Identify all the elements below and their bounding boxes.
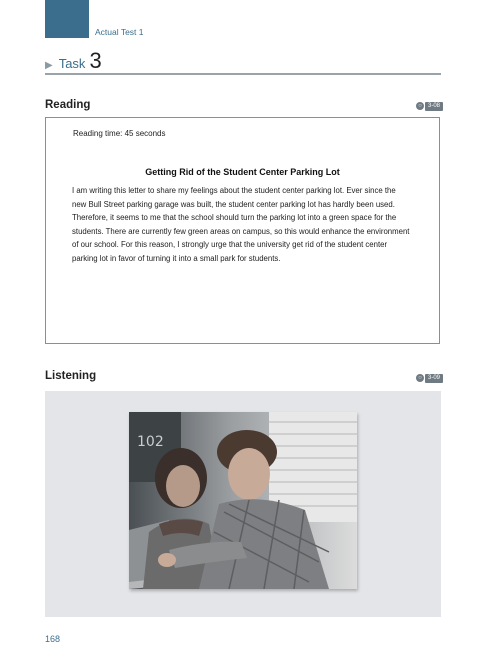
- audio-disc-icon: ○: [416, 102, 424, 110]
- reading-section-title: Reading: [45, 99, 91, 111]
- students-photo-illustration: [129, 412, 357, 589]
- reading-audio-badge[interactable]: [416, 101, 443, 111]
- chalk-writing: 102: [137, 434, 164, 450]
- students-photo: [129, 412, 357, 589]
- reading-audio-track: 3-08: [425, 102, 443, 111]
- page-number: 168: [45, 634, 61, 644]
- audio-disc-icon: ○: [416, 374, 424, 382]
- reading-time: Reading time: 45 seconds: [73, 129, 166, 138]
- task-heading: [45, 50, 102, 72]
- task-divider: [45, 73, 441, 75]
- header-color-block: [45, 0, 89, 38]
- listening-audio-badge[interactable]: [416, 373, 443, 383]
- play-arrow-icon: ▶: [45, 60, 53, 71]
- listening-panel: [45, 391, 441, 617]
- test-label: Actual Test 1: [95, 27, 144, 37]
- listening-section-title: Listening: [45, 370, 97, 382]
- task-word: Task: [58, 56, 86, 71]
- listening-audio-track: 3-09: [425, 374, 443, 383]
- passage-body: I am writing this letter to share my feelings about the student center parking lot. Ever since the new Bull Street parking garage was built, the student center parking lot has hardly been used. Therefore, it seems to me that the school should turn the parking lot into a green space for the students. There are currently few green areas on campus, so this would enhance the environment of our school. For this reason, I strongly urge that the university get rid of the student center parking lot in favor of turning it into a small park for students.: [72, 186, 410, 263]
- passage-title: Getting Rid of the Student Center Parking Lot: [145, 167, 340, 177]
- task-number: 3: [89, 48, 102, 73]
- reading-passage-box: [45, 117, 440, 344]
